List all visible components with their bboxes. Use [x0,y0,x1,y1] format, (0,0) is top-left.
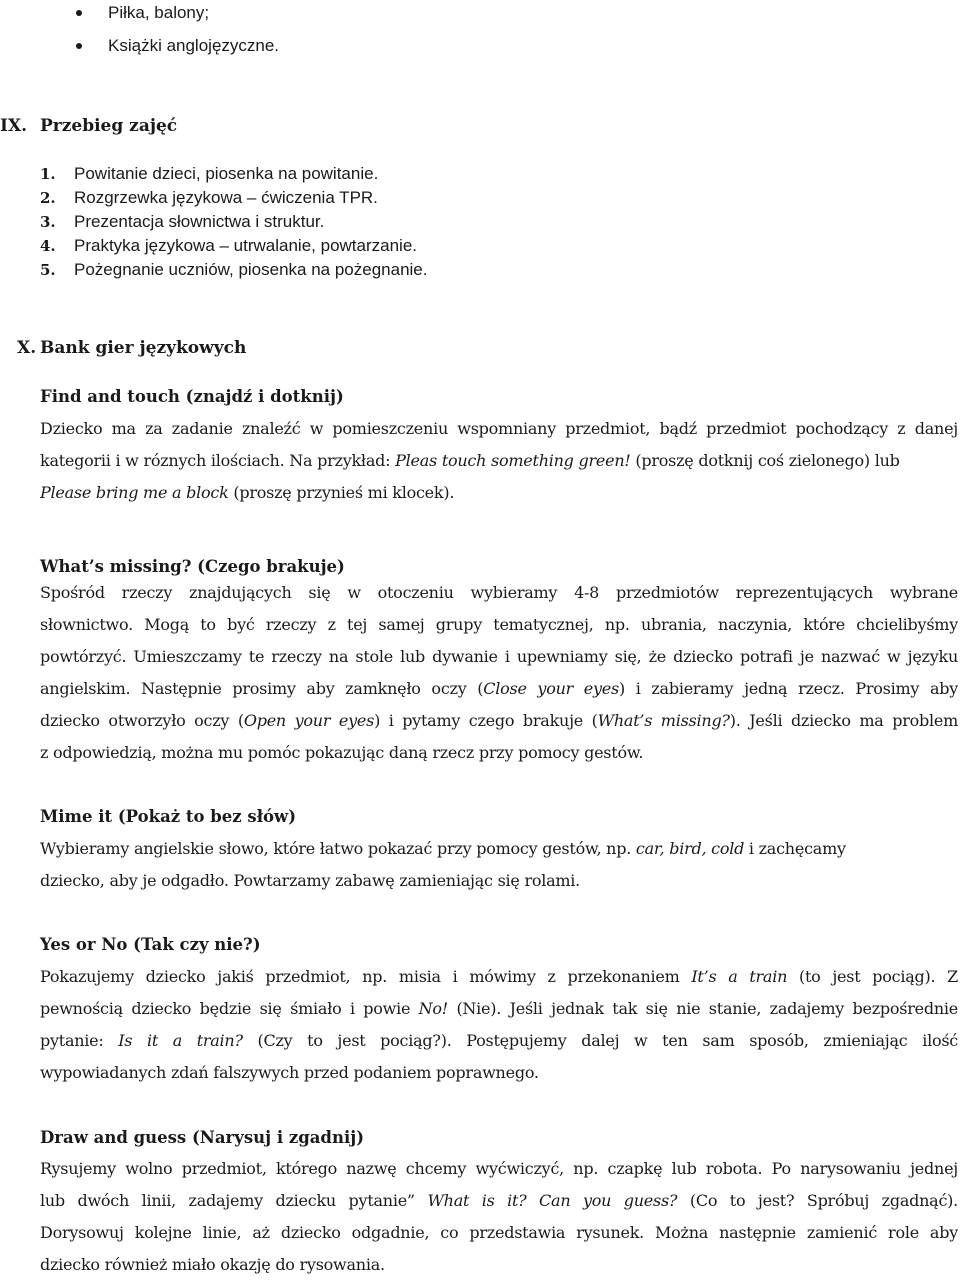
step-number: 3. [40,213,56,231]
paragraph-line [40,1025,958,1057]
game-title-whats-missing: What’s missing? (Czego brakuje) [40,557,345,576]
game-title-find-and-touch: Find and touch (znajdź i dotknij) [40,387,344,406]
bullet-icon [76,43,82,49]
materials-list [72,0,279,66]
paragraph-line: wypowiadanych zdań falszywych przed podaniem poprawnego. [40,1063,539,1082]
paragraph-line: dziecko, aby je odgadło. Powtarzamy zabawę zamieniając się rolami. [40,871,581,890]
text-run: (Czy to jest pociąg?). Postępujemy dalej w ten sam sposób, zmieniając ilość [242,1031,958,1050]
step-text: Rozgrzewka językowa – ćwiczenia TPR. [74,188,378,207]
step-text: Powitanie dzieci, piosenka na powitanie. [74,164,379,183]
step-text: Praktyka językowa – utrwalanie, powtarzanie. [74,236,417,255]
section-title: Przebieg zajęć [40,116,178,136]
paragraph-line: z odpowiedzią, można mu pomóc pokazując daną rzecz przy pomocy gestów. [40,743,644,762]
text-run: ). Jeśli dziecko ma problem [729,711,958,730]
text-run: kategorii i w róznych ilościach. Na przykład: [40,451,396,470]
list-item [40,210,428,234]
paragraph-line: Dorysowuj kolejne linie, aż dziecko odgadnie, co przedstawia rysunek. Można następnie zamienić role aby [40,1223,958,1242]
text-run: (proszę dotknij coś zielonego) lub [630,451,900,470]
text-run: (Co to jest? Spróbuj zgadnąć). [677,1191,958,1210]
list-item [40,258,428,282]
paragraph-line: słownictwo. Mogą to być rzeczy z tej samej grupy tematycznej, np. ubrania, naczynia, które chcielibyśmy [40,615,958,634]
step-number: 2. [40,189,56,207]
step-number: 4. [40,237,56,255]
text-run: (to jest pociąg). Z [787,967,958,986]
list-item-text: Książki anglojęzyczne. [108,36,280,55]
list-item [72,0,279,33]
game-description-whats-missing [40,577,958,769]
paragraph-line [40,833,958,865]
text-run: pewnością dziecko będzie się śmiało i powie [40,999,419,1018]
step-text: Pożegnanie uczniów, piosenka na pożegnanie. [74,260,428,279]
paragraph-line: Spośród rzeczy znajdujących się w otoczeniu wybieramy 4-8 przedmiotów reprezentujących wybrane [40,583,958,602]
paragraph-line: Rysujemy wolno przedmiot, którego nazwę chcemy wyćwiczyć, np. czapkę lub robota. Po narysowaniu jednej [40,1159,958,1178]
step-number: 5. [40,261,56,279]
text-run: Pokazujemy dziecko jakiś przedmiot, np. misia i mówimy z przekonaniem [40,967,692,986]
paragraph-line [40,993,958,1025]
game-description-find-and-touch [40,413,958,509]
section-title: Bank gier językowych [40,338,247,358]
text-run: angielskim. Następnie prosimy aby zamknęło oczy ( [40,679,484,698]
text-run-italic: What is it? Can you guess? [427,1191,678,1210]
list-item-text: Piłka, balony; [108,3,210,22]
text-run-italic: No! [418,999,448,1018]
text-run-italic: Please bring me a block [40,483,229,502]
paragraph-line [40,1185,958,1217]
paragraph-line: dziecko również miało okazję do rysowania. [40,1255,385,1274]
list-item [40,234,428,258]
bullet-icon [76,10,82,16]
text-run: lub dwóch linii, zadajemy dziecku pytanie” [40,1191,428,1210]
text-run: (proszę przynieś mi klocek). [228,483,455,502]
text-run-italic: Open your eyes [243,711,375,730]
text-run-italic: Close your eyes [483,679,619,698]
text-run-italic: Is it a train? [118,1031,243,1050]
paragraph-line: Dziecko ma za zadanie znaleźć w pomieszczeniu wspomniany przedmiot, bądź przedmiot pochodzący z danej [40,419,958,438]
paragraph-line [40,673,958,705]
paragraph-line [40,705,958,737]
section-number: X. [17,338,37,358]
game-title-mime-it: Mime it (Pokaż to bez słów) [40,807,297,826]
paragraph-line [40,961,958,993]
game-title-yes-or-no: Yes or No (Tak czy nie?) [40,935,261,954]
game-description-draw-and-guess [40,1153,958,1281]
text-run: pytanie: [40,1031,119,1050]
text-run: i zachęcamy [744,839,846,858]
section-number: IX. [0,116,28,136]
section-heading-ix [0,114,177,138]
game-title-draw-and-guess: Draw and guess (Narysuj i zgadnij) [40,1128,365,1147]
paragraph-line [40,477,958,509]
text-run: Wybieramy angielskie słowo, które łatwo pokazać przy pomocy gestów, np. [40,839,636,858]
step-number: 1. [40,165,56,183]
text-run-italic: What’s missing? [597,711,730,730]
paragraph-line: powtórzyć. Umieszczamy te rzeczy na stole lub dywanie i upewniamy się, że dziecko potrafi je nazwać w języku [40,647,958,666]
text-run-italic: car, bird, cold [635,839,745,858]
text-run: ) i zabieramy jedną rzecz. Prosimy aby [619,679,958,698]
paragraph-line [40,445,958,477]
list-item [40,162,428,186]
section-heading-x [17,336,246,360]
text-run-italic: Pleas touch something green! [395,451,631,470]
lesson-steps-list [40,162,428,282]
text-run: dziecko otworzyło oczy ( [40,711,244,730]
list-item [72,33,279,66]
text-run: (Nie). Jeśli jednak tak się nie stanie, zadajemy bezpośrednie [447,999,958,1018]
list-item [40,186,428,210]
text-run-italic: It’s a train [691,967,788,986]
game-description-mime-it [40,833,958,897]
game-description-yes-or-no [40,961,958,1089]
step-text: Prezentacja słownictwa i struktur. [74,212,325,231]
text-run: ) i pytamy czego brakuje ( [374,711,598,730]
